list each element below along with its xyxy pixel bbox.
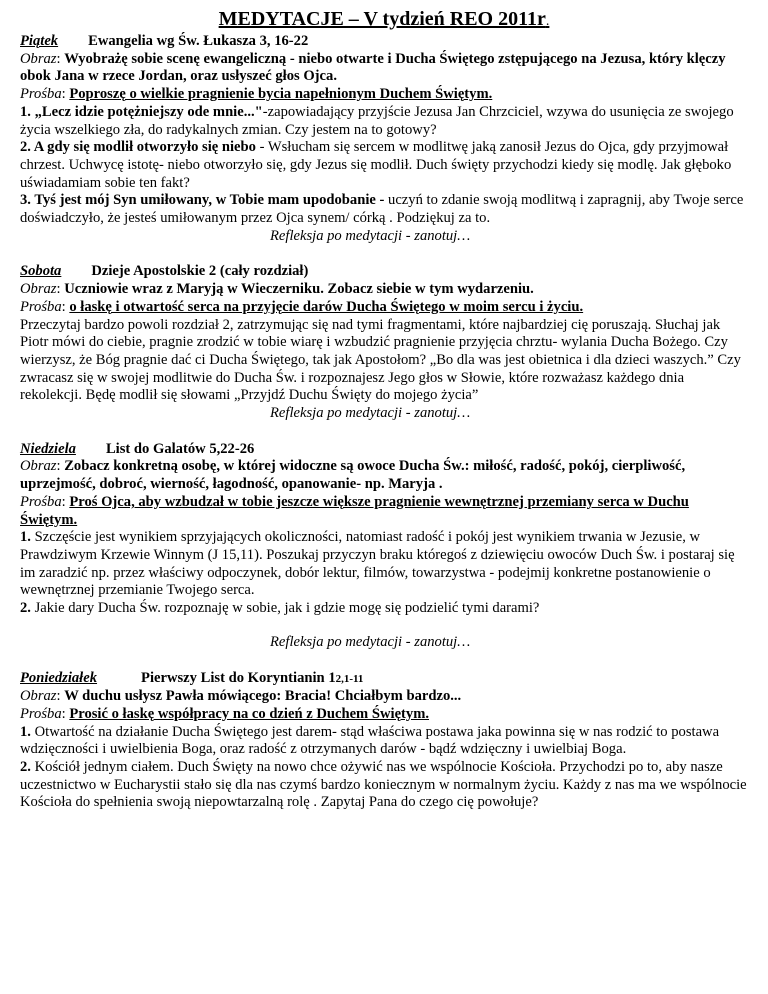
saturday-prosba: Prośba: o łaskę i otwartość serca na przyjęcie darów Ducha Świętego w moim sercu i życiu. — [20, 298, 584, 315]
obraz-label: Obraz — [20, 50, 57, 67]
point-text: Szczęście jest wynikiem sprzyjających okoliczności, natomiast radość i pokój jest wynikiem trwania w Jezusie, w Prawdziwym Krzewie Winnym (J 15,11). Poszukaj przyczyn braku któregoś z dziewięciu owoców Duch Św. i postaraj się im zaradzić np. przez właściwy odpoczynek, dobór lektur, filmów, towarzystwa - podejmij konkretne postanowienie o wewnętrznej przemianie Twojego serca. — [20, 529, 735, 599]
prosba-label: Prośba — [20, 705, 62, 722]
point-text: -zapowiadający przyjście Jezusa Jan Chrzciciel, wzywa do usunięcia ze swojego życia wszelkiego zła, do radykalnych zmian. Czy jestem na to gotowy? — [20, 103, 734, 138]
spacer — [20, 618, 748, 634]
prosba-text: Proś Ojca, aby wzbudzał w tobie jeszcze większe pragnienie wewnętrznej przemiany serca w Duchu Świętym. — [20, 493, 689, 528]
obraz-label: Obraz — [20, 688, 57, 705]
obraz-text: Wyobrażę sobie scenę ewangeliczną - niebo otwarte i Ducha Świętego zstępującego na Jezusa, który klęczy obok Jana w rzece Jordan, oraz usłyszeć głos Ojca. — [20, 50, 726, 85]
reading-reference: Pierwszy List do Koryntianin 1 — [141, 669, 336, 686]
spacer — [20, 423, 748, 441]
point-text: Kościół jednym ciałem. Duch Święty na nowo chce ożywić nas we wspólnocie Kościoła. Przychodzi po to, aby nasze uczestnictwo w Eucharystii stało się dla nas czymś bardzo koniecznym w normalnym życiu. Każdy z nas ma we wspólnocie Kościoła do spełnienia swoją niepowtarzalną rolę . Zapytaj Pana do czego cię powołuje? — [20, 759, 747, 811]
obraz-text: Uczniowie wraz z Maryją w Wieczerniku. Zobacz siebie w tym wydarzeniu. — [64, 281, 534, 298]
title-text: MEDYTACJE – V tydzień REO 2011r — [218, 8, 546, 30]
title-dot: . — [545, 14, 550, 29]
point-number: 1. — [20, 723, 31, 740]
friday-heading — [20, 33, 748, 51]
point-text: Jakie dary Ducha Św. rozpoznaję w sobie, jak i gdzie mogę się podzielić tymi darami? — [30, 600, 540, 617]
reflection-prompt: Refleksja po medytacji - zanotuj… — [270, 227, 471, 244]
section-friday — [20, 33, 748, 245]
day-label: Sobota — [20, 263, 62, 280]
point-title: 3. Tyś jest mój Syn umiłowany, w Tobie mam upodobanie - — [20, 192, 389, 209]
point-number: 2. — [20, 600, 31, 617]
prosba-label: Prośba — [20, 298, 62, 315]
monday-obraz: Obraz: W duchu usłysz Pawła mówiącego: Bracia! Chciałbym bardzo... — [20, 688, 462, 705]
monday-heading — [20, 670, 748, 689]
prosba-text: Poproszę o wielkie pragnienie bycia napełnionym Duchem Świętym. — [69, 86, 493, 103]
point-title: 2. A gdy się modlił otworzyło się niebo — [20, 139, 256, 156]
friday-point-2 — [20, 139, 748, 192]
friday-reflection — [20, 228, 748, 246]
section-saturday — [20, 263, 748, 422]
friday-prosba: Prośba: Poproszę o wielkie pragnienie bycia napełnionym Duchem Świętym. — [20, 86, 493, 103]
point-text: uczyń to zdanie swoją modlitwą i zapragnij, aby Twoje serce doświadczyło, że jesteś umiłowanym przez Ojca synem/ córką . Podziękuj za to. — [20, 192, 744, 227]
sunday-obraz: Obraz: Zobacz konkretną osobę, w której widoczne są owoce Ducha Św.: miłość, radość, pokój, cierpliwość, uprzejmość, dobroć, wierność, łagodność, opanowanie- np. Maryja . — [20, 458, 686, 493]
spacer — [20, 652, 748, 670]
point-text: - Wsłucham się sercem w modlitwę jaką zanosił Jezus do Ojca, gdy przyjmował chrzest. Uchwycę istotę- niebo otworzyło się, gdy Jezus się modlił. Duch święty przychodzi kiedy się modlę. Jak głęboko uświadamiam sobie ten fakt? — [20, 139, 732, 191]
section-monday — [20, 670, 748, 813]
saturday-reflection — [20, 405, 748, 423]
saturday-heading — [20, 263, 748, 281]
monday-point-1 — [20, 724, 748, 759]
saturday-obraz: Obraz: Uczniowie wraz z Maryją w Wieczerniku. Zobacz siebie w tym wydarzeniu. — [20, 281, 534, 298]
sunday-heading — [20, 441, 748, 459]
reading-reference: List do Galatów 5,22-26 — [105, 440, 255, 457]
prosba-label: Prośba — [20, 493, 62, 510]
point-title: 1. „Lecz idzie potężniejszy ode mnie..." — [20, 103, 263, 120]
day-label: Piątek — [20, 33, 59, 49]
monday-point-2 — [20, 759, 748, 812]
saturday-body: Przeczytaj bardzo powoli rozdział 2, zatrzymując się nad tymi fragmentami, które najbardziej cię poruszają. Słuchaj jak Piotr mówi do ciebie, pragnie zrodzić w tobie wiarę i wzbudzić pragnienie przyjęcia chrztu- wylania Ducha Bożego. Czy wierzysz, że Bóg pragnie dać ci Ducha Świętego, tak jak Apostołom? „Bo dla was jest obietnica i dla dzieci waszych.” Czy zwracasz się w swojej modlitwie do Ducha Św. i rozpoznajesz Jego głos w Słowie, które rozważasz każdego dnia rekolekcji. Będę modlił się słowami „Przyjdź Duchu Święty do mojego życia” — [20, 316, 741, 404]
prosba-text: Prosić o łaskę współpracy na co dzień z Duchem Świętym. — [69, 705, 430, 722]
obraz-text: W duchu usłysz Pawła mówiącego: Bracia! Chciałbym bardzo... — [64, 688, 462, 705]
reflection-prompt: Refleksja po medytacji - zanotuj… — [270, 633, 471, 650]
sunday-reflection — [20, 634, 748, 652]
sunday-point-1 — [20, 529, 748, 600]
point-number: 1. — [20, 529, 31, 546]
reflection-prompt: Refleksja po medytacji - zanotuj… — [270, 405, 471, 422]
obraz-text: Zobacz konkretną osobę, w której widoczne są owoce Ducha Św.: miłość, radość, pokój, cierpliwość, uprzejmość, dobroć, wierność, łagodność, opanowanie- np. Maryja . — [20, 458, 686, 493]
page-title — [20, 7, 748, 34]
friday-point-3 — [20, 192, 748, 227]
day-label: Poniedziałek — [20, 669, 98, 686]
friday-point-1 — [20, 104, 748, 139]
obraz-label: Obraz — [20, 458, 57, 475]
monday-prosba: Prośba: Prosić o łaskę współpracy na co dzień z Duchem Świętym. — [20, 705, 430, 722]
obraz-label: Obraz — [20, 281, 57, 298]
reading-verses: 2,1-11 — [335, 672, 364, 685]
sunday-point-2 — [20, 600, 748, 618]
reading-reference: Dzieje Apostolskie 2 (cały rozdział) — [91, 263, 309, 280]
prosba-label: Prośba — [20, 86, 62, 103]
prosba-text: o łaskę i otwartość serca na przyjęcie darów Ducha Świętego w moim sercu i życiu. — [69, 298, 584, 315]
reading-reference: Ewangelia wg Św. Łukasza 3, 16-22 — [88, 33, 309, 49]
spacer — [20, 245, 748, 263]
section-sunday — [20, 441, 748, 652]
point-number: 2. — [20, 759, 31, 776]
sunday-prosba: Prośba: Proś Ojca, aby wzbudzał w tobie jeszcze większe pragnienie wewnętrznej przemiany serca w Duchu Świętym. — [20, 493, 689, 528]
friday-obraz: Obraz: Wyobrażę sobie scenę ewangeliczną - niebo otwarte i Ducha Świętego zstępującego na Jezusa, który klęczy obok Jana w rzece Jordan, oraz usłyszeć głos Ojca. — [20, 50, 726, 85]
point-text: Otwartość na działanie Ducha Świętego jest darem- stąd właściwa postawa jaka powinna się w nas rodzić to postawa wdzięczności i uwielbienia Boga, oraz radość z otrzymanych darów - bądź wdzięczny i uwielbiaj Boga. — [20, 723, 720, 758]
day-label: Niedziela — [20, 440, 76, 457]
